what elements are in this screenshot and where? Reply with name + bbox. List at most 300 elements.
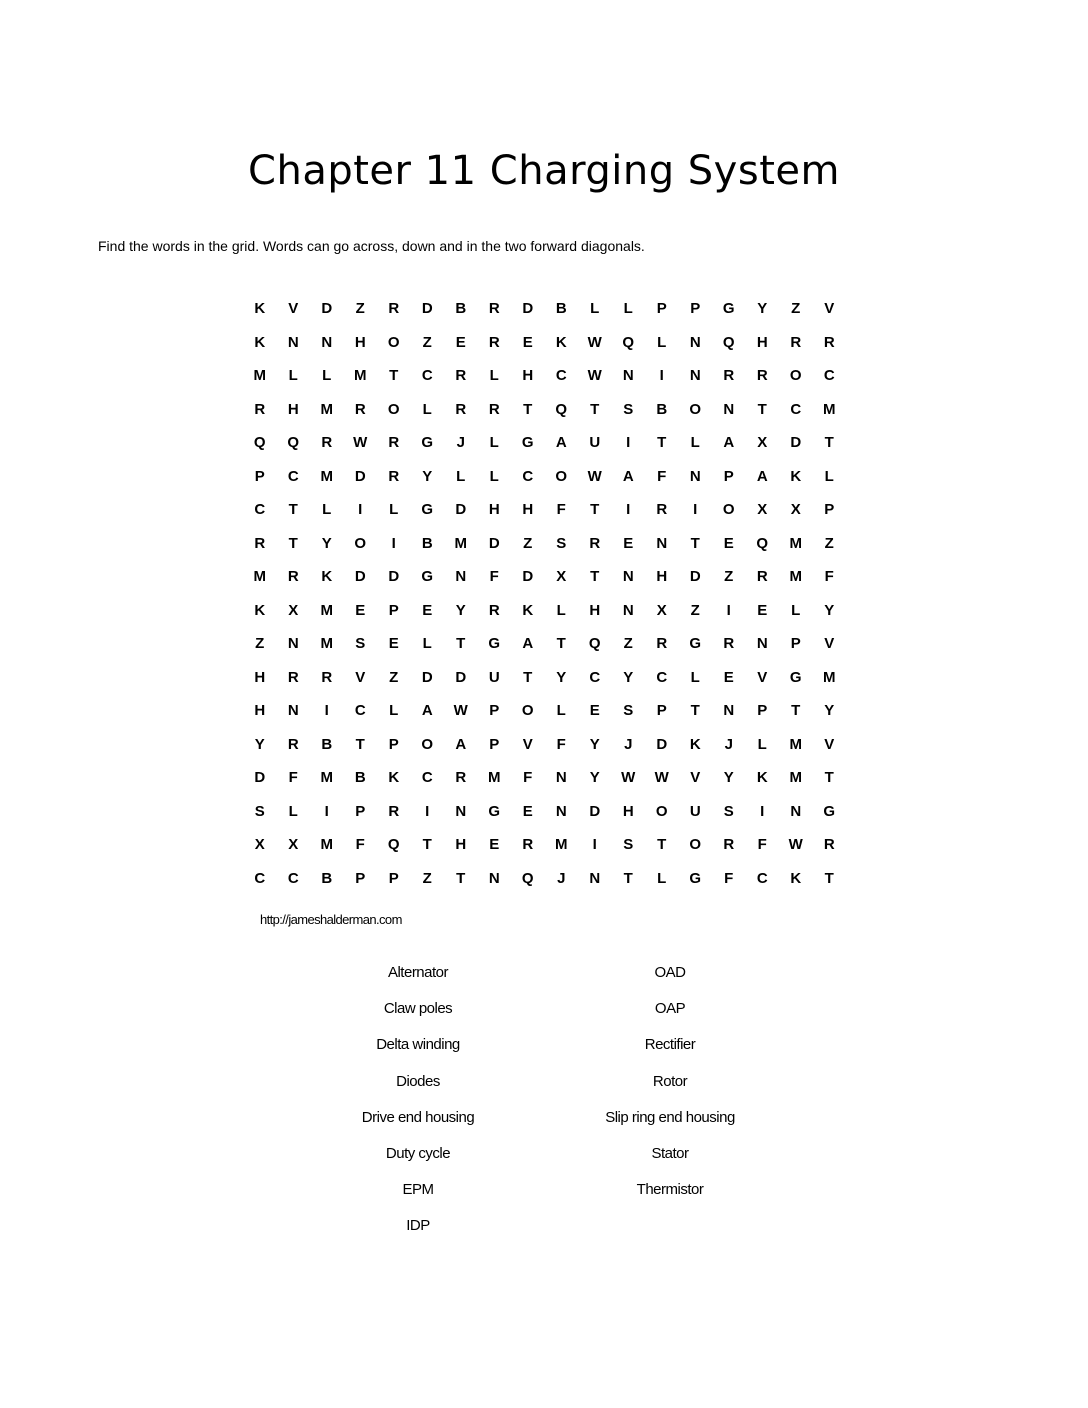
grid-cell[interactable]: S	[556, 534, 567, 552]
grid-cell[interactable]: U	[689, 802, 701, 820]
grid-cell[interactable]: Y	[824, 601, 835, 619]
grid-cell[interactable]: S	[623, 836, 634, 854]
grid-cell[interactable]: K	[254, 333, 266, 351]
grid-cell[interactable]: B	[656, 400, 668, 418]
grid-cell[interactable]: O	[789, 367, 802, 385]
grid-cell[interactable]: N	[555, 802, 567, 820]
grid-cell[interactable]: T	[523, 400, 533, 418]
grid-cell[interactable]: I	[760, 802, 765, 820]
grid-cell[interactable]: R	[589, 534, 601, 552]
grid-cell[interactable]: C	[287, 869, 299, 887]
grid-cell[interactable]: E	[623, 534, 634, 552]
grid-cell[interactable]: F	[724, 869, 734, 887]
grid-cell[interactable]: K	[522, 601, 534, 619]
grid-cell[interactable]: C	[522, 467, 534, 485]
grid-cell[interactable]: J	[557, 869, 566, 887]
grid-cell[interactable]: D	[388, 568, 400, 586]
grid-cell[interactable]: X	[656, 601, 667, 619]
grid-cell[interactable]: R	[823, 836, 835, 854]
grid-cell[interactable]: D	[522, 300, 534, 318]
grid-cell[interactable]: D	[455, 668, 467, 686]
grid-cell[interactable]: X	[757, 434, 768, 452]
grid-cell[interactable]: D	[455, 501, 467, 519]
grid-cell[interactable]: M	[789, 769, 802, 787]
grid-cell[interactable]: N	[689, 333, 701, 351]
grid-cell[interactable]: N	[589, 869, 601, 887]
grid-cell[interactable]: I	[726, 601, 731, 619]
grid-cell[interactable]: L	[389, 501, 399, 519]
grid-cell[interactable]: F	[657, 467, 667, 485]
grid-cell[interactable]: Y	[757, 300, 768, 318]
grid-cell[interactable]: R	[723, 836, 735, 854]
grid-cell[interactable]: Y	[556, 668, 567, 686]
grid-cell[interactable]: R	[455, 769, 467, 787]
grid-cell[interactable]: Y	[254, 735, 265, 753]
grid-cell[interactable]: T	[590, 400, 600, 418]
grid-cell[interactable]: M	[253, 568, 266, 586]
grid-cell[interactable]: D	[488, 534, 500, 552]
grid-cell[interactable]: M	[320, 601, 333, 619]
grid-cell[interactable]: M	[454, 534, 467, 552]
grid-cell[interactable]: D	[321, 300, 333, 318]
grid-cell[interactable]: R	[756, 367, 768, 385]
grid-cell[interactable]: P	[388, 869, 399, 887]
grid-cell[interactable]: T	[590, 568, 600, 586]
grid-cell[interactable]: R	[723, 635, 735, 653]
grid-cell[interactable]: Z	[824, 534, 834, 552]
grid-cell[interactable]: S	[254, 802, 265, 820]
grid-cell[interactable]: D	[522, 568, 534, 586]
grid-cell[interactable]: B	[555, 300, 567, 318]
grid-cell[interactable]: E	[422, 601, 433, 619]
grid-cell[interactable]: L	[288, 367, 298, 385]
grid-cell[interactable]: H	[488, 501, 500, 519]
grid-cell[interactable]: C	[823, 367, 835, 385]
grid-cell[interactable]: T	[523, 668, 533, 686]
grid-cell[interactable]: N	[555, 769, 567, 787]
grid-cell[interactable]: L	[824, 467, 834, 485]
grid-cell[interactable]: L	[556, 601, 566, 619]
grid-cell[interactable]: C	[254, 501, 266, 519]
grid-cell[interactable]: C	[656, 668, 668, 686]
grid-cell[interactable]: G	[421, 568, 434, 586]
grid-cell[interactable]: M	[253, 367, 266, 385]
grid-cell[interactable]: U	[488, 668, 500, 686]
grid-cell[interactable]: N	[622, 601, 634, 619]
grid-cell[interactable]: E	[522, 802, 533, 820]
grid-cell[interactable]: O	[421, 735, 434, 753]
grid-cell[interactable]: V	[757, 668, 768, 686]
grid-cell[interactable]: R	[321, 668, 333, 686]
grid-cell[interactable]: P	[723, 467, 734, 485]
grid-cell[interactable]: W	[788, 836, 803, 854]
grid-cell[interactable]: B	[321, 735, 333, 753]
grid-cell[interactable]: R	[488, 601, 500, 619]
grid-cell[interactable]: M	[320, 400, 333, 418]
grid-cell[interactable]: R	[388, 467, 400, 485]
grid-cell[interactable]: J	[624, 735, 633, 753]
grid-cell[interactable]: T	[690, 702, 700, 720]
grid-cell[interactable]: W	[587, 467, 602, 485]
grid-cell[interactable]: G	[521, 434, 534, 452]
grid-cell[interactable]: S	[623, 400, 634, 418]
grid-cell[interactable]: E	[455, 333, 466, 351]
grid-cell[interactable]: D	[589, 802, 601, 820]
grid-cell[interactable]: R	[756, 568, 768, 586]
grid-cell[interactable]: K	[254, 601, 266, 619]
grid-cell[interactable]: O	[722, 501, 735, 519]
grid-cell[interactable]: T	[456, 635, 466, 653]
grid-cell[interactable]: P	[489, 702, 500, 720]
grid-cell[interactable]: Y	[623, 668, 634, 686]
grid-cell[interactable]: K	[321, 568, 333, 586]
grid-cell[interactable]: N	[321, 333, 333, 351]
grid-cell[interactable]: P	[656, 300, 667, 318]
grid-cell[interactable]: H	[622, 802, 634, 820]
grid-cell[interactable]: N	[455, 568, 467, 586]
grid-cell[interactable]: T	[556, 635, 566, 653]
grid-cell[interactable]: W	[587, 367, 602, 385]
grid-cell[interactable]: L	[489, 367, 499, 385]
grid-cell[interactable]: F	[288, 769, 298, 787]
grid-cell[interactable]: H	[354, 333, 366, 351]
grid-cell[interactable]: N	[723, 702, 735, 720]
grid-cell[interactable]: F	[556, 735, 566, 753]
grid-cell[interactable]: L	[690, 668, 700, 686]
grid-cell[interactable]: D	[354, 467, 366, 485]
grid-cell[interactable]: I	[391, 534, 396, 552]
grid-cell[interactable]: B	[455, 300, 467, 318]
grid-cell[interactable]: R	[656, 635, 668, 653]
grid-cell[interactable]: N	[622, 568, 634, 586]
grid-cell[interactable]: R	[287, 568, 299, 586]
grid-cell[interactable]: M	[555, 836, 568, 854]
grid-cell[interactable]: L	[556, 702, 566, 720]
grid-cell[interactable]: P	[690, 300, 701, 318]
grid-cell[interactable]: D	[354, 568, 366, 586]
grid-cell[interactable]: V	[522, 735, 533, 753]
grid-cell[interactable]: C	[421, 769, 433, 787]
grid-cell[interactable]: V	[690, 769, 701, 787]
grid-cell[interactable]: Q	[253, 434, 266, 452]
grid-cell[interactable]: N	[488, 869, 500, 887]
grid-cell[interactable]: N	[287, 635, 299, 653]
grid-cell[interactable]: O	[689, 836, 702, 854]
grid-cell[interactable]: Q	[722, 333, 735, 351]
grid-cell[interactable]: T	[288, 501, 298, 519]
grid-cell[interactable]: T	[623, 869, 633, 887]
grid-cell[interactable]: H	[522, 367, 534, 385]
grid-cell[interactable]: P	[355, 869, 366, 887]
grid-cell[interactable]: J	[456, 434, 465, 452]
grid-cell[interactable]: T	[824, 869, 834, 887]
grid-cell[interactable]: H	[589, 601, 601, 619]
grid-cell[interactable]: R	[723, 367, 735, 385]
grid-cell[interactable]: M	[320, 769, 333, 787]
grid-cell[interactable]: X	[288, 601, 299, 619]
grid-cell[interactable]: J	[724, 735, 733, 753]
grid-cell[interactable]: E	[522, 333, 533, 351]
grid-cell[interactable]: A	[723, 434, 735, 452]
grid-cell[interactable]: X	[790, 501, 801, 519]
grid-cell[interactable]: E	[723, 534, 734, 552]
grid-cell[interactable]: I	[626, 434, 631, 452]
grid-cell[interactable]: G	[488, 635, 501, 653]
grid-cell[interactable]: C	[790, 400, 802, 418]
grid-cell[interactable]: H	[756, 333, 768, 351]
grid-cell[interactable]: T	[824, 769, 834, 787]
grid-cell[interactable]: B	[421, 534, 433, 552]
grid-cell[interactable]: T	[288, 534, 298, 552]
grid-cell[interactable]: A	[421, 702, 433, 720]
grid-cell[interactable]: Z	[255, 635, 265, 653]
grid-cell[interactable]: M	[320, 467, 333, 485]
grid-cell[interactable]: R	[321, 434, 333, 452]
grid-cell[interactable]: I	[324, 802, 329, 820]
grid-cell[interactable]: C	[756, 869, 768, 887]
grid-cell[interactable]: P	[489, 735, 500, 753]
grid-cell[interactable]: C	[254, 869, 266, 887]
grid-cell[interactable]: O	[521, 702, 534, 720]
grid-cell[interactable]: D	[421, 668, 433, 686]
grid-cell[interactable]: R	[522, 836, 534, 854]
grid-cell[interactable]: N	[723, 400, 735, 418]
grid-cell[interactable]: M	[823, 400, 836, 418]
grid-cell[interactable]: A	[622, 467, 634, 485]
grid-cell[interactable]: B	[354, 769, 366, 787]
grid-cell[interactable]: T	[791, 702, 801, 720]
grid-cell[interactable]: D	[254, 769, 266, 787]
grid-cell[interactable]: R	[823, 333, 835, 351]
grid-cell[interactable]: B	[321, 869, 333, 887]
grid-cell[interactable]: Y	[723, 769, 734, 787]
grid-cell[interactable]: G	[488, 802, 501, 820]
grid-cell[interactable]: M	[488, 769, 501, 787]
grid-cell[interactable]: O	[689, 400, 702, 418]
grid-cell[interactable]: T	[824, 434, 834, 452]
grid-cell[interactable]: L	[322, 367, 332, 385]
grid-cell[interactable]: L	[791, 601, 801, 619]
grid-cell[interactable]: Q	[387, 836, 400, 854]
grid-cell[interactable]: C	[354, 702, 366, 720]
grid-cell[interactable]: M	[320, 635, 333, 653]
grid-cell[interactable]: G	[789, 668, 802, 686]
grid-cell[interactable]: L	[422, 635, 432, 653]
grid-cell[interactable]: N	[656, 534, 668, 552]
grid-cell[interactable]: I	[425, 802, 430, 820]
grid-cell[interactable]: T	[757, 400, 767, 418]
grid-cell[interactable]: P	[824, 501, 835, 519]
grid-cell[interactable]: H	[656, 568, 668, 586]
grid-cell[interactable]: G	[823, 802, 836, 820]
grid-cell[interactable]: Q	[287, 434, 300, 452]
grid-cell[interactable]: T	[657, 434, 667, 452]
grid-cell[interactable]: L	[657, 869, 667, 887]
grid-cell[interactable]: I	[592, 836, 597, 854]
grid-cell[interactable]: K	[555, 333, 567, 351]
grid-cell[interactable]: H	[287, 400, 299, 418]
grid-cell[interactable]: R	[388, 434, 400, 452]
grid-cell[interactable]: X	[757, 501, 768, 519]
grid-cell[interactable]: Q	[555, 400, 568, 418]
grid-cell[interactable]: L	[489, 434, 499, 452]
grid-cell[interactable]: M	[320, 836, 333, 854]
grid-cell[interactable]: M	[354, 367, 367, 385]
grid-cell[interactable]: T	[389, 367, 399, 385]
grid-cell[interactable]: T	[456, 869, 466, 887]
grid-cell[interactable]: D	[790, 434, 802, 452]
grid-cell[interactable]: T	[690, 534, 700, 552]
grid-cell[interactable]: R	[354, 400, 366, 418]
grid-cell[interactable]: V	[824, 735, 835, 753]
grid-cell[interactable]: Z	[422, 869, 432, 887]
grid-cell[interactable]: Q	[521, 869, 534, 887]
grid-cell[interactable]: H	[254, 668, 266, 686]
grid-cell[interactable]: R	[388, 300, 400, 318]
grid-cell[interactable]: N	[455, 802, 467, 820]
grid-cell[interactable]: W	[453, 702, 468, 720]
grid-cell[interactable]: O	[387, 400, 400, 418]
grid-cell[interactable]: M	[789, 534, 802, 552]
grid-cell[interactable]: N	[756, 635, 768, 653]
grid-cell[interactable]: N	[790, 802, 802, 820]
grid-cell[interactable]: H	[522, 501, 534, 519]
grid-cell[interactable]: G	[722, 300, 735, 318]
grid-cell[interactable]: V	[824, 635, 835, 653]
grid-cell[interactable]: N	[287, 333, 299, 351]
grid-cell[interactable]: P	[254, 467, 265, 485]
grid-cell[interactable]: O	[354, 534, 367, 552]
grid-cell[interactable]: C	[421, 367, 433, 385]
grid-cell[interactable]: F	[824, 568, 834, 586]
grid-cell[interactable]: M	[789, 735, 802, 753]
grid-cell[interactable]: N	[689, 367, 701, 385]
grid-cell[interactable]: L	[389, 702, 399, 720]
grid-cell[interactable]: R	[488, 333, 500, 351]
grid-cell[interactable]: L	[623, 300, 633, 318]
grid-cell[interactable]: T	[355, 735, 365, 753]
grid-cell[interactable]: C	[589, 668, 601, 686]
grid-cell[interactable]: E	[723, 668, 734, 686]
grid-cell[interactable]: L	[757, 735, 767, 753]
grid-cell[interactable]: P	[388, 735, 399, 753]
grid-cell[interactable]: H	[254, 702, 266, 720]
grid-cell[interactable]: D	[656, 735, 668, 753]
grid-cell[interactable]: K	[790, 467, 802, 485]
grid-cell[interactable]: P	[757, 702, 768, 720]
grid-cell[interactable]: S	[355, 635, 366, 653]
grid-cell[interactable]: R	[790, 333, 802, 351]
grid-cell[interactable]: S	[723, 802, 734, 820]
grid-cell[interactable]: R	[287, 735, 299, 753]
grid-cell[interactable]: I	[324, 702, 329, 720]
grid-cell[interactable]: A	[555, 434, 567, 452]
grid-cell[interactable]: V	[824, 300, 835, 318]
grid-cell[interactable]: G	[421, 434, 434, 452]
grid-cell[interactable]: E	[489, 836, 500, 854]
grid-cell[interactable]: L	[322, 501, 332, 519]
grid-cell[interactable]: I	[358, 501, 363, 519]
grid-cell[interactable]: V	[355, 668, 366, 686]
grid-cell[interactable]: O	[387, 333, 400, 351]
grid-cell[interactable]: Q	[622, 333, 635, 351]
grid-cell[interactable]: Z	[690, 601, 700, 619]
grid-cell[interactable]: L	[422, 400, 432, 418]
grid-cell[interactable]: G	[689, 635, 702, 653]
grid-cell[interactable]: R	[388, 802, 400, 820]
grid-cell[interactable]: I	[693, 501, 698, 519]
grid-cell[interactable]: H	[455, 836, 467, 854]
grid-cell[interactable]: C	[287, 467, 299, 485]
grid-cell[interactable]: X	[254, 836, 265, 854]
grid-cell[interactable]: I	[626, 501, 631, 519]
grid-cell[interactable]: Y	[589, 735, 600, 753]
grid-cell[interactable]: S	[623, 702, 634, 720]
grid-cell[interactable]: X	[556, 568, 567, 586]
grid-cell[interactable]: X	[288, 836, 299, 854]
grid-cell[interactable]: Y	[589, 769, 600, 787]
grid-cell[interactable]: Z	[523, 534, 533, 552]
grid-cell[interactable]: A	[522, 635, 534, 653]
grid-cell[interactable]: P	[355, 802, 366, 820]
site-link[interactable]: http://jameshalderman.com	[260, 912, 402, 927]
grid-cell[interactable]: Z	[791, 300, 801, 318]
grid-cell[interactable]: R	[455, 367, 467, 385]
grid-cell[interactable]: K	[254, 300, 266, 318]
grid-cell[interactable]: U	[589, 434, 601, 452]
grid-cell[interactable]: Z	[623, 635, 633, 653]
grid-cell[interactable]: N	[689, 467, 701, 485]
grid-cell[interactable]: T	[422, 836, 432, 854]
grid-cell[interactable]: E	[388, 635, 399, 653]
grid-cell[interactable]: P	[388, 601, 399, 619]
grid-cell[interactable]: N	[622, 367, 634, 385]
grid-cell[interactable]: T	[590, 501, 600, 519]
grid-cell[interactable]: I	[659, 367, 664, 385]
grid-cell[interactable]: O	[555, 467, 568, 485]
grid-cell[interactable]: Q	[756, 534, 769, 552]
grid-cell[interactable]: W	[654, 769, 669, 787]
grid-cell[interactable]: K	[790, 869, 802, 887]
grid-cell[interactable]: P	[790, 635, 801, 653]
grid-cell[interactable]: E	[355, 601, 366, 619]
grid-cell[interactable]: F	[757, 836, 767, 854]
grid-cell[interactable]: G	[689, 869, 702, 887]
grid-cell[interactable]: Z	[355, 300, 365, 318]
grid-cell[interactable]: C	[555, 367, 567, 385]
grid-cell[interactable]: R	[254, 400, 266, 418]
grid-cell[interactable]: G	[421, 501, 434, 519]
grid-cell[interactable]: F	[355, 836, 365, 854]
grid-cell[interactable]: L	[489, 467, 499, 485]
grid-cell[interactable]: L	[657, 333, 667, 351]
grid-cell[interactable]: F	[556, 501, 566, 519]
grid-cell[interactable]: W	[353, 434, 368, 452]
grid-cell[interactable]: R	[488, 300, 500, 318]
grid-cell[interactable]: Y	[455, 601, 466, 619]
grid-cell[interactable]: A	[756, 467, 768, 485]
grid-cell[interactable]: D	[421, 300, 433, 318]
grid-cell[interactable]: M	[823, 668, 836, 686]
grid-cell[interactable]: K	[689, 735, 701, 753]
grid-cell[interactable]: K	[388, 769, 400, 787]
grid-cell[interactable]: D	[689, 568, 701, 586]
grid-cell[interactable]: R	[656, 501, 668, 519]
grid-cell[interactable]: K	[756, 769, 768, 787]
grid-cell[interactable]: L	[288, 802, 298, 820]
grid-cell[interactable]: R	[254, 534, 266, 552]
grid-cell[interactable]: O	[655, 802, 668, 820]
